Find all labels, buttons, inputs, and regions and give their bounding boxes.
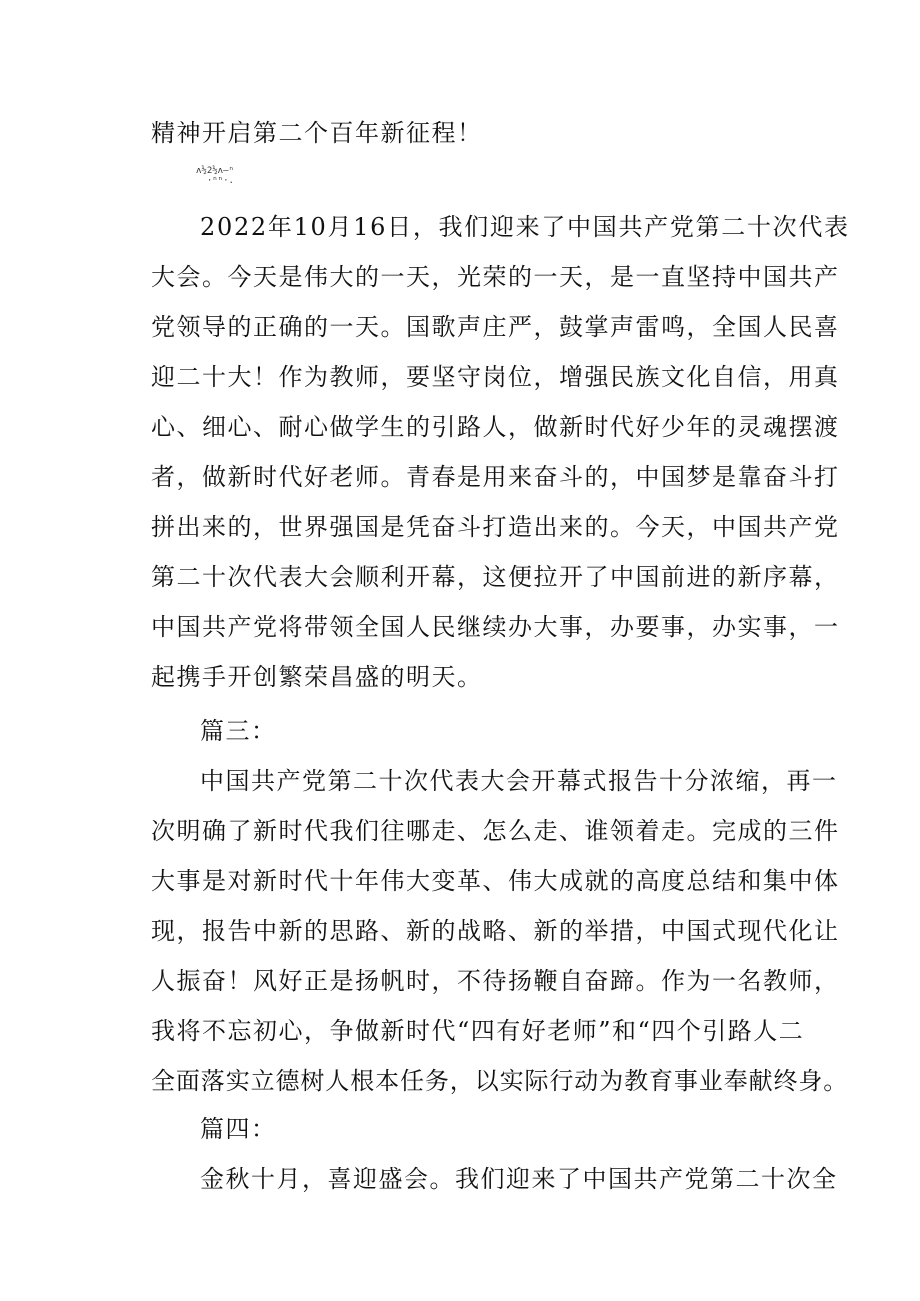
text-line-10: 中国共产党将带领全国人民继续办大事，办要事，办实事，一 <box>151 613 840 641</box>
text-line-7: 者，做新时代好老师。青春是用来奋斗的，中国梦是靠奋斗打 <box>151 463 840 491</box>
text-line-9: 第二十次代表大会顺利开幕，这便拉开了中国前进的新序幕， <box>151 563 840 591</box>
text-line-17: 我将不忘初心，争做新时代“四有好老师”和“四个引路人二 <box>151 1017 805 1045</box>
section-heading-3: 篇三： <box>200 717 277 745</box>
text-line-8: 拼出来的，世界强国是凭奋斗打造出来的。今天，中国共产党 <box>151 513 840 541</box>
text-line-15: 现，报告中新的思路、新的战略、新的举措，中国式现代化让 <box>151 917 840 945</box>
text-line-1: 精神开启第二个百年新征程！ <box>151 119 483 147</box>
text-line-6: 心、细心、耐心做学生的引路人，做新时代好少年的灵魂摆渡 <box>151 413 840 441</box>
text-line-2: 2022年10月16日，我们迎来了中国共产党第二十次代表 <box>200 213 850 241</box>
text-line-4: 党领导的正确的一天。国歌声庄严，鼓掌声雷鸣，全国人民喜 <box>151 313 840 341</box>
text-line-13: 次明确了新时代我们往哪走、怎么走、谁领着走。完成的三件 <box>151 817 840 845</box>
scan-artifact: ʌ½2½ʌ—ⁿ ·ⁿⁿ·. <box>196 166 234 186</box>
section-heading-4: 篇四： <box>200 1115 277 1143</box>
text-line-16: 人振奋！风好正是扬帆时，不待扬鞭自奋蹄。作为一名教师， <box>151 967 840 995</box>
text-line-5: 迎二十大！作为教师，要坚守岗位，增强民族文化自信，用真 <box>151 363 840 391</box>
text-line-11: 起携手开创繁荣昌盛的明天。 <box>151 663 483 691</box>
text-line-19: 金秋十月，喜迎盛会。我们迎来了中国共产党第二十次全 <box>200 1165 838 1193</box>
text-line-12: 中国共产党第二十次代表大会开幕式报告十分浓缩，再一 <box>200 767 838 795</box>
text-line-18: 全面落实立德树人根本任务，以实际行动为教育事业奉献终身。 <box>151 1067 849 1095</box>
text-line-3: 大会。今天是伟大的一天，光荣的一天，是一直坚持中国共产 <box>151 263 840 291</box>
text-line-14: 大事是对新时代十年伟大变革、伟大成就的高度总结和集中体 <box>151 867 840 895</box>
